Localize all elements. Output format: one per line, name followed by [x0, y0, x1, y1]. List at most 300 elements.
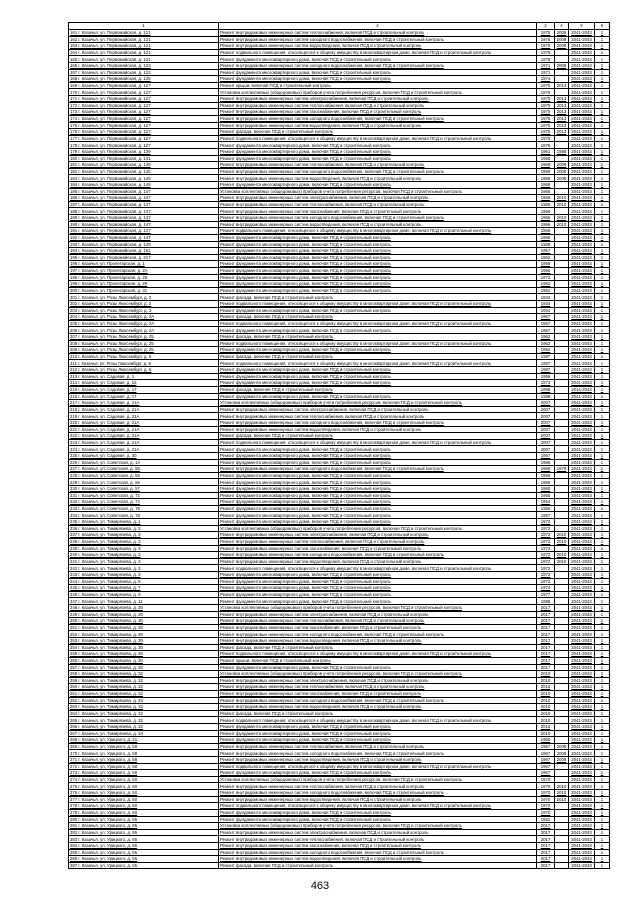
- house-address: г. Казачья, ул. Садовая, д. 21А: [78, 400, 140, 406]
- period-cell: 2041-2043: [569, 836, 595, 843]
- table-row: [69, 459, 610, 466]
- period-cell: 2041-2043: [569, 611, 595, 618]
- address-cell: [69, 538, 219, 545]
- table-row: [69, 267, 610, 274]
- table-row: [69, 512, 610, 519]
- last-repair-cell: 2010: [555, 538, 569, 545]
- year-built-cell: 1974: [537, 585, 555, 592]
- table-row: [69, 453, 610, 460]
- work-cell: Ремонт внутридомовых инженерных систем электроснабжения, включая ПСД и строительный контроль: [219, 829, 537, 836]
- work-cell: Ремонт внутридомовых инженерных систем теплоснабжения, включая ПСД и строительный контроль: [219, 836, 537, 843]
- address-cell: [69, 525, 219, 532]
- last-repair-cell: [555, 135, 569, 142]
- table-row: [69, 386, 610, 393]
- table-row: [69, 36, 610, 43]
- table-row: [69, 757, 610, 764]
- period-cell: 2041-2043: [569, 102, 595, 109]
- period-cell: 2041-2043: [569, 631, 595, 638]
- year-built-cell: 1955: [537, 492, 555, 499]
- house-address: г. Казачья, ул. Тимирязева, д. 30: [78, 664, 143, 670]
- last-repair-cell: [555, 76, 569, 83]
- period-cell: 2041-2043: [569, 347, 595, 354]
- year-built-cell: 1975: [537, 142, 555, 149]
- address-cell: [69, 862, 219, 869]
- period-cell: 2041-2043: [569, 538, 595, 545]
- house-address: г. Казачья, ул. Тимирязева, д. 3: [78, 565, 141, 571]
- house-address: г. Казачья, ул. Розы Люксембург, д. 6: [78, 360, 151, 366]
- address-cell: [69, 657, 219, 664]
- period-cell: 2041-2043: [569, 433, 595, 440]
- year-built-cell: 2010: [537, 697, 555, 704]
- table-row: [69, 294, 610, 301]
- flag-cell: 1: [595, 413, 610, 420]
- row-number: 165: [70, 56, 78, 62]
- work-cell: Ремонт внутридомовых инженерных систем газоснабжения, включая ПСД и строительный контроль: [219, 208, 537, 215]
- year-built-cell: 1972: [537, 558, 555, 565]
- last-repair-cell: [555, 294, 569, 301]
- flag-cell: 1: [595, 664, 610, 671]
- last-repair-cell: 2013: [555, 115, 569, 122]
- last-repair-cell: [555, 241, 569, 248]
- house-address: г. Казачья, ул. Тимирязева, д. 32: [78, 677, 143, 683]
- house-address: г. Казачья, ул. Тимирязева, д. 32: [78, 724, 143, 730]
- row-number: 266: [70, 724, 78, 730]
- house-address: г. Казачья, ул. Розы Люксембург, д. 6: [78, 354, 152, 360]
- work-cell: Ремонт фундамента многоквартирного дома, включая ПСД и строительный контроль: [219, 479, 537, 486]
- house-address: г. Казачья, ул. Первомайская, д. 147: [78, 195, 151, 201]
- flag-cell: 1: [595, 624, 610, 631]
- address-cell: [69, 757, 219, 764]
- work-cell: Ремонт фундамента многоквартирного дома, включая ПСД и строительный контроль: [219, 737, 537, 744]
- row-number: 184: [70, 182, 78, 188]
- work-cell: Ремонт фасада, включая ПСД и строительный контроль: [219, 334, 537, 341]
- last-repair-cell: 2010: [555, 790, 569, 797]
- row-number: 261: [70, 691, 78, 697]
- period-cell: 2041-2043: [569, 704, 595, 711]
- period-cell: 2041-2043: [569, 644, 595, 651]
- row-number: 207: [70, 334, 78, 340]
- house-address: г. Казачья, ул. Первомайская, д. 121: [78, 43, 151, 49]
- year-built-cell: 1970: [537, 783, 555, 790]
- row-number: 177: [70, 135, 78, 141]
- flag-cell: 1: [595, 512, 610, 519]
- year-built-cell: 2010: [537, 671, 555, 678]
- address-cell: [69, 763, 219, 770]
- table-row: [69, 803, 610, 810]
- last-repair-cell: [555, 413, 569, 420]
- address-cell: [69, 76, 219, 83]
- year-built-cell: 1967: [537, 757, 555, 764]
- period-cell: 2041-2043: [569, 63, 595, 70]
- row-number: 182: [70, 168, 78, 174]
- address-cell: [69, 486, 219, 493]
- flag-cell: 1: [595, 697, 610, 704]
- last-repair-cell: [555, 816, 569, 823]
- flag-cell: 1: [595, 135, 610, 142]
- last-repair-cell: [555, 545, 569, 552]
- period-cell: 2041-2043: [569, 393, 595, 400]
- flag-cell: 1: [595, 122, 610, 129]
- address-cell: [69, 512, 219, 519]
- flag-cell: 1: [595, 162, 610, 169]
- row-number: 175: [70, 122, 78, 128]
- year-built-cell: 1970: [537, 776, 555, 783]
- house-address: г. Казачья, ул. Советская, д. 56: [78, 479, 140, 485]
- last-repair-cell: 2010: [555, 783, 569, 790]
- last-repair-cell: [555, 803, 569, 810]
- flag-cell: 1: [595, 109, 610, 116]
- year-built-cell: 1975: [537, 30, 555, 37]
- last-repair-cell: [555, 182, 569, 189]
- table-row: [69, 605, 610, 612]
- table-row: [69, 135, 610, 142]
- period-cell: 2041-2043: [569, 406, 595, 413]
- work-cell: Ремонт фундамента многоквартирного дома, включая ПСД и строительный контроль: [219, 182, 537, 189]
- flag-cell: 1: [595, 69, 610, 76]
- flag-cell: 1: [595, 221, 610, 228]
- table-row: [69, 314, 610, 321]
- address-cell: [69, 492, 219, 499]
- house-address: г. Казачья, ул. Советская, д. 55: [78, 466, 140, 472]
- work-cell: Ремонт внутридомовых инженерных систем водоотведения, включая ПСД и строительный контроль: [219, 43, 537, 50]
- work-cell: Ремонт внутридомовых инженерных систем теплоснабжения, включая ПСД и строительный контроль: [219, 538, 537, 545]
- row-number: 235: [70, 519, 78, 525]
- address-cell: [69, 644, 219, 651]
- period-cell: 2041-2043: [569, 201, 595, 208]
- address-cell: [69, 221, 219, 228]
- period-cell: 2041-2043: [569, 419, 595, 426]
- work-cell: Ремонт фундамента многоквартирного дома, включая ПСД и строительный контроль: [219, 492, 537, 499]
- table-row: [69, 856, 610, 863]
- table-row: [69, 585, 610, 592]
- flag-cell: 1: [595, 862, 610, 869]
- flag-cell: 1: [595, 757, 610, 764]
- period-cell: 2041-2043: [569, 519, 595, 526]
- row-number: 190: [70, 221, 78, 227]
- row-number: 228: [70, 472, 78, 478]
- year-built-cell: 1967: [537, 750, 555, 757]
- table-row: [69, 287, 610, 294]
- house-address: г. Казачья, ул. Садовая, д. 21А: [78, 413, 140, 419]
- flag-cell: 1: [595, 763, 610, 770]
- table-row: [69, 201, 610, 208]
- address-cell: [69, 201, 219, 208]
- row-number: 181: [70, 162, 78, 168]
- house-address: г. Казачья, ул. Первомайская, д. 127: [78, 135, 151, 141]
- work-cell: Ремонт фундамента многоквартирного дома, включая ПСД и строительный контроль: [219, 571, 537, 578]
- period-cell: 2041-2043: [569, 657, 595, 664]
- house-address: г. Казачья, ул. Урицкого, д. 65: [78, 862, 138, 868]
- last-repair-cell: [555, 737, 569, 744]
- table-row: [69, 466, 610, 473]
- period-cell: 2041-2043: [569, 710, 595, 717]
- table-row: [69, 307, 610, 314]
- address-cell: [69, 36, 219, 43]
- flag-cell: 1: [595, 605, 610, 612]
- flag-cell: 1: [595, 320, 610, 327]
- work-cell: Ремонт фундамента многоквартирного дома, включая ПСД и строительный контроль: [219, 809, 537, 816]
- year-built-cell: 1960: [537, 737, 555, 744]
- address-cell: [69, 545, 219, 552]
- address-cell: [69, 776, 219, 783]
- house-address: г. Казачья, ул. Первомайская, д. 127: [78, 102, 151, 108]
- last-repair-cell: [555, 704, 569, 711]
- year-built-cell: 1966: [537, 188, 555, 195]
- table-row: [69, 479, 610, 486]
- last-repair-cell: [555, 492, 569, 499]
- period-cell: 2041-2043: [569, 353, 595, 360]
- work-cell: Ремонт подвального помещения, относящегося к общему имуществу в многоквартирном доме, включая ПСД и строительный контроль: [219, 49, 537, 56]
- house-address: г. Казачья, ул. Пролетарская, д. 31: [78, 287, 148, 293]
- row-number: 255: [70, 651, 78, 657]
- table-row: [69, 842, 610, 849]
- year-built-cell: 1975: [537, 129, 555, 136]
- work-cell: Ремонт внутридомовых инженерных систем теплоснабжения, включая ПСД и строительный контроль: [219, 783, 537, 790]
- last-repair-cell: [555, 353, 569, 360]
- house-address: г. Казачья, ул. Тимирязева, д. 32: [78, 684, 143, 690]
- row-number: 197: [70, 268, 78, 274]
- table-row: [69, 446, 610, 453]
- year-built-cell: 2010: [537, 704, 555, 711]
- house-address: г. Казачья, ул. Первомайская, д. 121: [78, 36, 151, 42]
- work-cell: Ремонт внутридомовых инженерных систем газоснабжения, включая ПСД и строительный контроль: [219, 109, 537, 116]
- flag-cell: 1: [595, 426, 610, 433]
- flag-cell: 1: [595, 598, 610, 605]
- table-row: [69, 400, 610, 407]
- house-address: г. Казачья, ул. Урицкого, д. 60: [78, 810, 138, 816]
- last-repair-cell: [555, 373, 569, 380]
- period-cell: 2041-2043: [569, 664, 595, 671]
- period-cell: 2041-2043: [569, 426, 595, 433]
- house-address: г. Казачья, ул. Тимирязева, д. 32: [78, 691, 143, 697]
- work-cell: Ремонт фундамента многоквартирного дома, включая ПСД и строительный контроль: [219, 519, 537, 526]
- work-cell: Ремонт фундамента многоквартирного дома, включая ПСД и строительный контроль: [219, 373, 537, 380]
- flag-cell: 1: [595, 842, 610, 849]
- last-repair-cell: [555, 823, 569, 830]
- last-repair-cell: [555, 651, 569, 658]
- table-row: [69, 790, 610, 797]
- address-cell: [69, 148, 219, 155]
- year-built-cell: 2010: [537, 717, 555, 724]
- row-number: 275: [70, 783, 78, 789]
- year-built-cell: 1962: [537, 347, 555, 354]
- row-number: 173: [70, 109, 78, 115]
- row-number: 186: [70, 195, 78, 201]
- work-cell: Установка коллективных (общедомовых) приборов учета потребления ресурсов, включая ПСД и строительный контроль: [219, 671, 537, 678]
- period-cell: 2041-2043: [569, 499, 595, 506]
- address-cell: [69, 115, 219, 122]
- address-cell: [69, 254, 219, 261]
- house-address: г. Казачья, ул. Первомайская, д. 127: [78, 83, 151, 89]
- last-repair-cell: [555, 624, 569, 631]
- address-cell: [69, 340, 219, 347]
- work-cell: Ремонт фундамента многоквартирного дома, включая ПСД и строительный контроль: [219, 499, 537, 506]
- flag-cell: 1: [595, 717, 610, 724]
- row-number: 285: [70, 849, 78, 855]
- year-built-cell: 2010: [537, 723, 555, 730]
- year-built-cell: 1972: [537, 552, 555, 559]
- year-built-cell: 2017: [537, 664, 555, 671]
- period-cell: 2041-2043: [569, 413, 595, 420]
- period-cell: 2041-2043: [569, 380, 595, 387]
- row-number: 201: [70, 294, 78, 300]
- period-cell: 2041-2043: [569, 479, 595, 486]
- address-cell: [69, 446, 219, 453]
- house-address: г. Казачья, ул. Розы Люксембург, д. 2: [78, 301, 152, 307]
- year-built-cell: 1973: [537, 380, 555, 387]
- year-built-cell: 1968: [537, 241, 555, 248]
- table-row: [69, 730, 610, 737]
- work-cell: Ремонт фундамента многоквартирного дома, включая ПСД и строительный контроль: [219, 446, 537, 453]
- year-built-cell: 1962: [537, 334, 555, 341]
- house-address: г. Казачья, ул. Советская, д. 76: [78, 506, 140, 512]
- period-cell: 2041-2043: [569, 215, 595, 222]
- table-row: [69, 525, 610, 532]
- last-repair-cell: [555, 56, 569, 63]
- work-cell: Ремонт фасада, включая ПСД и строительный контроль: [219, 386, 537, 393]
- flag-cell: 1: [595, 671, 610, 678]
- work-cell: Ремонт фундамента многоквартирного дома, включая ПСД и строительный контроль: [219, 393, 537, 400]
- house-address: г. Казачья, ул. Тимирязева, д. 32: [78, 697, 143, 703]
- period-cell: 2041-2043: [569, 69, 595, 76]
- header-row: [69, 23, 610, 30]
- address-cell: [69, 651, 219, 658]
- address-cell: [69, 30, 219, 37]
- year-built-cell: 1960: [537, 486, 555, 493]
- work-cell: Ремонт фундамента многоквартирного дома, включая ПСД и строительный контроль: [219, 142, 537, 149]
- address-cell: [69, 472, 219, 479]
- period-cell: 2041-2043: [569, 757, 595, 764]
- last-repair-cell: [555, 717, 569, 724]
- house-address: г. Казачья, ул. Первомайская, д. 147: [78, 202, 151, 207]
- last-repair-cell: 2010: [555, 201, 569, 208]
- table-row: [69, 182, 610, 189]
- house-address: г. Казачья, ул. Тимирязева, д. 30: [78, 631, 143, 637]
- flag-cell: 1: [595, 446, 610, 453]
- work-cell: Установка коллективных (общедомовых) приборов учета потребления ресурсов, включая ПСД и строительный контроль: [219, 188, 537, 195]
- work-cell: Ремонт внутридомовых инженерных систем газоснабжения, включая ПСД и строительный контроль: [219, 624, 537, 631]
- work-cell: Ремонт внутридомовых инженерных систем электроснабжения, включая ПСД и строительный контроль: [219, 195, 537, 202]
- last-repair-cell: 2009: [555, 30, 569, 37]
- work-cell: Ремонт фундамента многоквартирного дома, включая ПСД и строительный контроль: [219, 486, 537, 493]
- work-cell: Ремонт подвального помещения, относящегося к общему имуществу в многоквартирном доме, включая ПСД и строительный контроль: [219, 360, 537, 367]
- header-cell: 4: [555, 23, 569, 30]
- table-row: [69, 347, 610, 354]
- last-repair-cell: 2013: [555, 102, 569, 109]
- address-cell: [69, 677, 219, 684]
- table-row: [69, 690, 610, 697]
- period-cell: 2041-2043: [569, 737, 595, 744]
- flag-cell: 1: [595, 314, 610, 321]
- flag-cell: 1: [595, 380, 610, 387]
- address-cell: [69, 393, 219, 400]
- work-cell: Ремонт подвального помещения, относящегося к общему имуществу в многоквартирном доме, включая ПСД и строительный контроль: [219, 763, 537, 770]
- work-cell: Установка коллективных (общедомовых) приборов учета потребления ресурсов, включая ПСД и строительный контроль: [219, 776, 537, 783]
- table-row: [69, 188, 610, 195]
- flag-cell: 1: [595, 466, 610, 473]
- work-cell: Ремонт фасада, включая ПСД и строительный контроль: [219, 314, 537, 321]
- table-row: [69, 433, 610, 440]
- flag-cell: 1: [595, 472, 610, 479]
- year-built-cell: 1967: [537, 314, 555, 321]
- row-number: 244: [70, 578, 78, 584]
- work-cell: Ремонт фундамента многоквартирного дома, включая ПСД и строительный контроль: [219, 816, 537, 823]
- last-repair-cell: [555, 300, 569, 307]
- flag-cell: 1: [595, 340, 610, 347]
- last-repair-cell: [555, 360, 569, 367]
- table-row: [69, 644, 610, 651]
- flag-cell: 1: [595, 611, 610, 618]
- header-cell: 6: [595, 23, 610, 30]
- work-cell: Ремонт фундамента многоквартирного дома, включая ПСД и строительный контроль: [219, 267, 537, 274]
- last-repair-cell: [555, 479, 569, 486]
- last-repair-cell: [555, 809, 569, 816]
- work-cell: Ремонт фундамента многоквартирного дома, включая ПСД и строительный контроль: [219, 56, 537, 63]
- row-number: 202: [70, 301, 78, 307]
- work-cell: Ремонт внутридомовых инженерных систем холодного водоснабжения, включая ПСД и строительный контроль: [219, 631, 537, 638]
- row-number: 223: [70, 439, 78, 445]
- table-row: [69, 664, 610, 671]
- work-cell: Ремонт фундамента многоквартирного дома, включая ПСД и строительный контроль: [219, 155, 537, 162]
- house-address: г. Казачья, ул. Первомайская, д. 127: [78, 122, 151, 128]
- house-address: г. Казачья, ул. Садовая, д. 21А: [78, 446, 140, 452]
- work-cell: Ремонт внутридомовых инженерных систем теплоснабжения, включая ПСД и строительный контроль: [219, 201, 537, 208]
- period-cell: 2041-2043: [569, 558, 595, 565]
- last-repair-cell: [555, 684, 569, 691]
- work-cell: Ремонт внутридомовых инженерных систем водоотведения, включая ПСД и строительный контроль: [219, 796, 537, 803]
- table-row: [69, 122, 610, 129]
- last-repair-cell: [555, 856, 569, 863]
- table-row: [69, 69, 610, 76]
- period-cell: 2041-2043: [569, 221, 595, 228]
- row-number: 178: [70, 142, 78, 148]
- year-built-cell: 1986: [537, 459, 555, 466]
- house-address: г. Казачья, ул. Советская, д. 74: [78, 499, 140, 505]
- period-cell: 2041-2043: [569, 294, 595, 301]
- period-cell: 2041-2043: [569, 505, 595, 512]
- period-cell: 2041-2043: [569, 36, 595, 43]
- year-built-cell: 1972: [537, 571, 555, 578]
- year-built-cell: 1961: [537, 148, 555, 155]
- house-address: г. Казачья, ул. Розы Люксембург, д. 2А: [78, 320, 155, 326]
- row-number: 193: [70, 241, 78, 247]
- address-cell: [69, 453, 219, 460]
- last-repair-cell: [555, 644, 569, 651]
- address-cell: [69, 710, 219, 717]
- flag-cell: 1: [595, 201, 610, 208]
- address-cell: [69, 135, 219, 142]
- flag-cell: 1: [595, 525, 610, 532]
- table-row: [69, 704, 610, 711]
- address-cell: [69, 287, 219, 294]
- row-number: 268: [70, 737, 78, 743]
- year-built-cell: 2017: [537, 856, 555, 863]
- house-address: г. Казачья, ул. Урицкого, д. 58: [78, 770, 138, 776]
- last-repair-cell: [555, 281, 569, 288]
- flag-cell: 1: [595, 406, 610, 413]
- house-address: г. Казачья, ул. Первомайская, д. 145: [78, 182, 151, 188]
- address-cell: [69, 386, 219, 393]
- house-address: г. Казачья, ул. Садовая, д. 21А: [78, 420, 140, 426]
- house-address: г. Казачья, ул. Пролетарская, д. 2А: [78, 268, 148, 274]
- work-cell: Ремонт фундамента многоквартирного дома, включая ПСД и строительный контроль: [219, 453, 537, 460]
- work-cell: Ремонт фасада, включая ПСД и строительный контроль: [219, 710, 537, 717]
- year-built-cell: 2017: [537, 842, 555, 849]
- period-cell: 2041-2043: [569, 320, 595, 327]
- table-row: [69, 565, 610, 572]
- flag-cell: 1: [595, 215, 610, 222]
- address-cell: [69, 723, 219, 730]
